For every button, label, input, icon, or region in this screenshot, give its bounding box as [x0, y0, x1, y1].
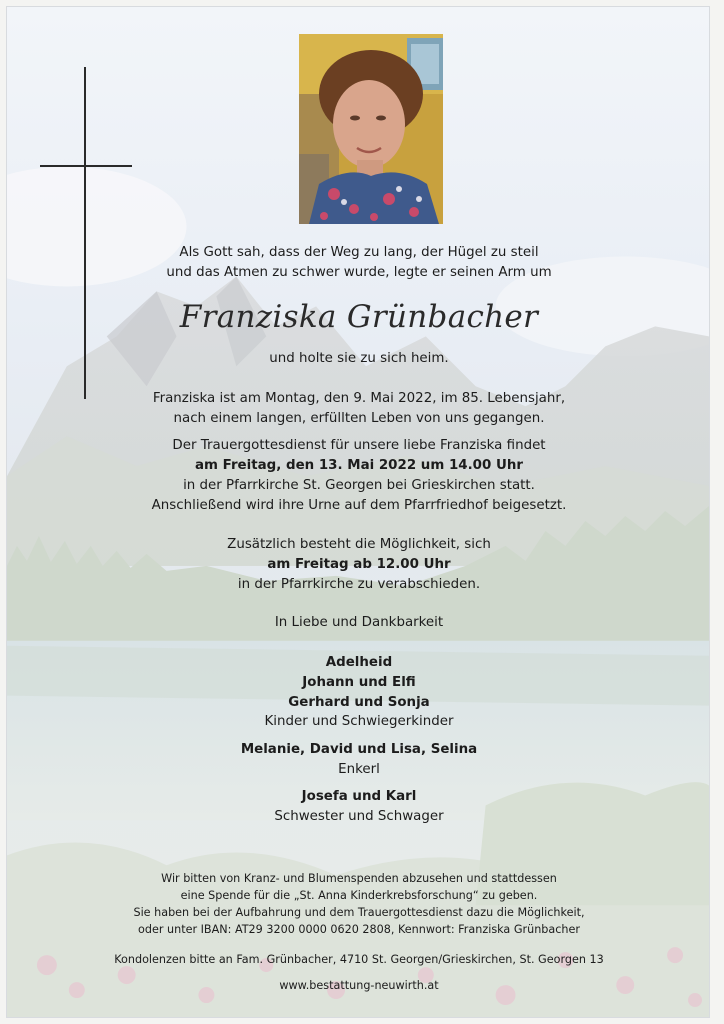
siblings-label: Schwester und Schwager: [274, 809, 444, 824]
farewell-line-1: Zusätzlich besteht die Möglichkeit, sich: [227, 537, 491, 552]
donation-line-2: eine Spende für die „St. Anna Kinderkrebsforschung“ zu geben.: [180, 889, 538, 902]
website-link[interactable]: www.bestattung-neuwirth.at: [279, 979, 439, 992]
farewell-time: am Freitag ab 12.00 Uhr: [267, 557, 451, 572]
donation-line-4: oder unter IBAN: AT29 3200 0000 0620 2808, Kennwort: Franziska Grünbacher: [138, 923, 580, 936]
death-notice-line-1: Franziska ist am Montag, den 9. Mai 2022, im 85. Lebensjahr,: [152, 391, 566, 406]
donation-line-3: Sie haben bei der Aufbahrung und dem Trauergottesdienst dazu die Möglichkeit,: [133, 906, 585, 919]
mourner-grandchildren: Melanie, David und Lisa, Selina: [240, 742, 478, 757]
intro-line-1: Als Gott sah, dass der Weg zu lang, der Hügel zu steil: [179, 245, 539, 260]
intro-line-2: und das Atmen zu schwer wurde, legte er seinen Arm um: [166, 265, 552, 280]
service-line-4: Anschließend wird ihre Urne auf dem Pfarrfriedhof beigesetzt.: [151, 498, 567, 513]
portrait-photo: [299, 34, 443, 224]
closing-text: In Liebe und Dankbarkeit: [274, 615, 444, 630]
mourner-child-2: Johann und Elfi: [302, 675, 416, 690]
mourner-child-1: Adelheid: [325, 655, 393, 670]
after-name-text: und holte sie zu sich heim.: [269, 351, 449, 366]
children-label: Kinder und Schwiegerkinder: [264, 714, 454, 729]
mourner-child-3: Gerhard und Sonja: [288, 695, 430, 710]
service-line-1: Der Trauergottesdienst für unsere liebe Franziska findet: [172, 438, 546, 453]
farewell-line-3: in der Pfarrkirche zu verabschieden.: [237, 577, 481, 592]
service-line-3: in der Pfarrkirche St. Georgen bei Grieskirchen statt.: [183, 478, 535, 493]
donation-line-1: Wir bitten von Kranz- und Blumenspenden abzusehen und stattdessen: [161, 872, 557, 885]
service-date-time: am Freitag, den 13. Mai 2022 um 14.00 Uhr: [195, 458, 523, 473]
grandchildren-label: Enkerl: [338, 762, 380, 777]
death-notice-line-2: nach einem langen, erfüllten Leben von uns gegangen.: [173, 411, 545, 426]
obituary-page: [6, 6, 710, 1018]
deceased-name: Franziska Grünbacher: [179, 299, 539, 335]
condolences-address: Kondolenzen bitte an Fam. Grünbacher, 4710 St. Georgen/Grieskirchen, St. Georgen 13: [114, 953, 604, 966]
mourner-siblings: Josefa und Karl: [301, 789, 417, 804]
cross-horizontal-bar: [40, 165, 132, 167]
